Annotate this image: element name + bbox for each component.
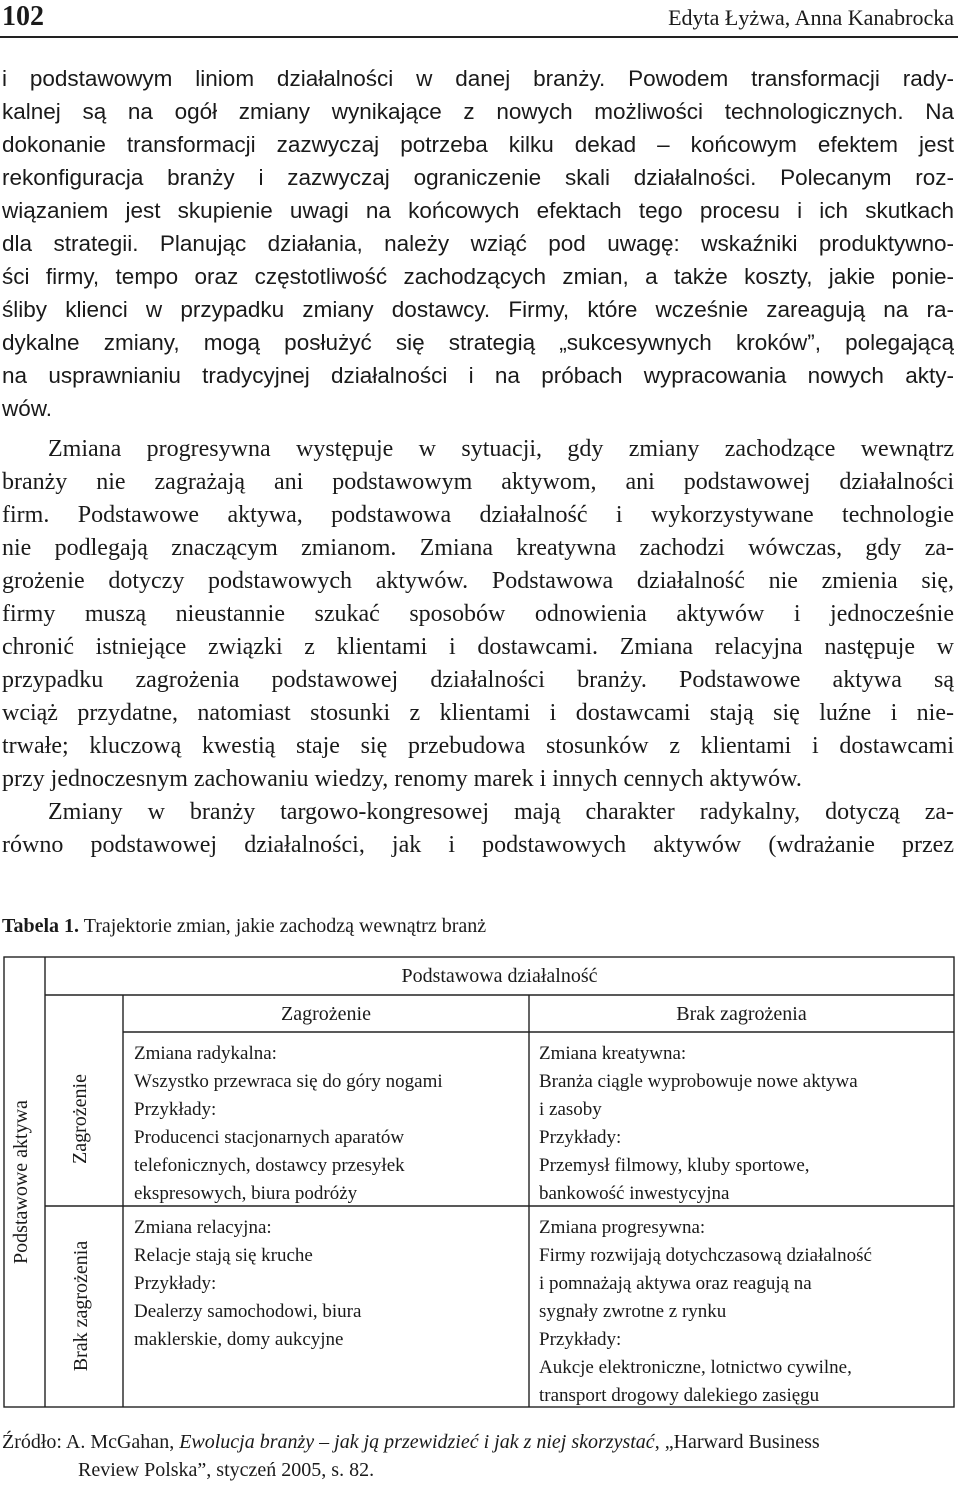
cell-line: maklerskie, domy aukcyjne: [134, 1329, 344, 1350]
cell-line: Branża ciągle wyprobowuje nowe aktywa: [539, 1071, 858, 1092]
text-line: grożenie dotyczy podstawowych aktywów. Podstawowa działalność nie zmienia się,: [2, 568, 954, 594]
table-source: [2, 1428, 820, 1484]
cell-line: Wszystko przewraca się do góry nogami: [134, 1071, 443, 1092]
text-line: dykalne zmiany, mogą posłużyć się strategią „sukcesywnych kroków”, polegającą: [2, 330, 954, 355]
cell-line: Firmy rozwijają dotychczasową działalność: [539, 1245, 872, 1266]
page-header: [0, 0, 958, 38]
text-line: chronić istniejące związki z klientami i dostawcami. Zmiana relacyjna następuje w: [2, 634, 954, 660]
running-head-authors: Edyta Łyżwa, Anna Kanabrocka: [668, 5, 954, 30]
text-line: firmy muszą nieustannie szukać sposobów odnowienia aktywów i jednocześnie: [2, 601, 954, 627]
cell-line: i zasoby: [539, 1099, 602, 1120]
trajectory-table: [3, 956, 955, 1408]
text-line: firm. Podstawowe aktywa, podstawowa działalność i wykorzystywane technologie: [2, 502, 954, 528]
page-number: 102: [2, 1, 44, 32]
cell-relational-change: [134, 1214, 524, 1354]
cell-line: Zmiana kreatywna:: [539, 1043, 687, 1064]
text-line: nie podlegają znaczącym zmianom. Zmiana kreatywna zachodzi wówczas, gdy za-: [2, 535, 954, 561]
cell-line: Przykłady:: [134, 1273, 217, 1294]
text-line: dla strategii. Planując działania, należy wziąć pod uwagę: wskaźniki produktywno-: [2, 231, 954, 256]
col-header-threat: Zagrożenie: [281, 1003, 371, 1025]
text-line: rekonfiguracja branży i zazwyczaj ograniczenie skali działalności. Polecanym roz-: [2, 165, 954, 190]
text-line: ści firmy, tempo oraz częstotliwość zachodzących zmian, a także koszty, jakie ponie-: [2, 264, 954, 289]
source-line-1: [2, 1428, 820, 1456]
text-line: i podstawowym liniom działalności w danej branży. Powodem transformacji rady-: [2, 66, 954, 91]
text-line: równo podstawowej działalności, jak i podstawowych aktywów (wdrażanie przez: [2, 832, 954, 858]
col-header-no-threat: Brak zagrożenia: [676, 1003, 807, 1025]
cell-line: Zmiana progresywna:: [539, 1217, 706, 1238]
text-line: wciąż przydatne, natomiast stosunki z klientami i dostawcami stają się luźne i nie-: [2, 700, 954, 726]
text-line: na usprawnianiu tradycyjnej działalności i na próbach wypracowania nowych akty-: [2, 363, 954, 388]
cell-progressive-change: [539, 1214, 949, 1410]
cell-line: i pomnażają aktywa oraz reagują na: [539, 1273, 812, 1294]
text-line: branży nie zagrażają ani podstawowym aktywom, ani podstawowej działalności: [2, 469, 954, 495]
source-title: Ewolucja branży – jak ją przewidzieć i jak z niej skorzystać: [179, 1431, 655, 1453]
cell-line: Relacje stają się kruche: [134, 1245, 313, 1266]
paragraph-1: [2, 62, 954, 425]
cell-line: telefonicznych, dostawcy przesyłek: [134, 1155, 405, 1176]
cell-line: Przykłady:: [539, 1329, 622, 1350]
row-header-threat: Zagrożenie: [69, 1074, 91, 1164]
cell-line: Przykłady:: [539, 1127, 622, 1148]
cell-line: Producenci stacjonarnych aparatów: [134, 1127, 405, 1148]
source-suffix: , „Harward Business: [654, 1431, 820, 1453]
cell-line: sygnały zwrotne z rynku: [539, 1301, 727, 1322]
cell-line: Aukcje elektroniczne, lotnictwo cywilne,: [539, 1357, 852, 1378]
text-line: Zmiany w branży targowo-kongresowej mają charakter radykalny, dotyczą za-: [48, 799, 954, 825]
cell-radical-change: [134, 1040, 524, 1208]
text-line: Zmiana progresywna występuje w sytuacji, gdy zmiany zachodzące wewnątrz: [48, 436, 954, 462]
text-line: trwałe; kluczową kwestią staje się przebudowa stosunków z klientami i dostawcami: [2, 733, 954, 759]
cell-line: Przykłady:: [134, 1099, 217, 1120]
table-caption: [2, 912, 486, 940]
paragraph-3: [2, 796, 954, 862]
source-prefix: Źródło: A. McGahan,: [2, 1431, 180, 1453]
text-line: wów.: [2, 396, 53, 421]
cell-line: Zmiana relacyjna:: [134, 1217, 272, 1238]
cell-line: ekspresowych, biura podróży: [134, 1183, 358, 1204]
text-line: przy jednoczesnym zachowaniu wiedzy, renomy marek i innych cennych aktywów.: [2, 766, 802, 792]
cell-line: Przemysł filmowy, kluby sportowe,: [539, 1155, 810, 1176]
cell-line: Zmiana radykalna:: [134, 1043, 277, 1064]
cell-line: bankowość inwestycyjna: [539, 1183, 730, 1204]
source-line-2: Review Polska”, styczeń 2005, s. 82.: [78, 1459, 375, 1481]
paragraph-2: [2, 433, 954, 796]
table-caption-label: Tabela 1.: [2, 915, 80, 937]
text-line: kalnej są na ogół zmiany wynikające z nowych możliwości technologicznych. Na: [2, 99, 954, 124]
row-group-header: Podstawowe aktywa: [10, 1100, 32, 1264]
row-header-no-threat: Brak zagrożenia: [70, 1240, 92, 1372]
text-line: wiązaniem jest skupienie uwagi na końcowych efektach tego procesu i ich skutkach: [2, 198, 954, 223]
col-group-header: Podstawowa działalność: [401, 965, 598, 987]
cell-creative-change: [539, 1040, 949, 1208]
cell-line: transport drogowy dalekiego zasięgu: [539, 1385, 820, 1406]
text-line: śliby klienci w przypadku zmiany dostawcy. Firmy, które wcześnie zareagują na ra-: [2, 297, 954, 322]
text-line: dokonanie transformacji zazwyczaj potrzeba kilku dekad – końcowym efektem jest: [2, 132, 954, 157]
table-caption-text: Trajektorie zmian, jakie zachodzą wewnątrz branż: [83, 915, 487, 937]
cell-line: Dealerzy samochodowi, biura: [134, 1301, 362, 1322]
text-line: przypadku zagrożenia podstawowej działalności branży. Podstawowe aktywa są: [2, 667, 954, 693]
